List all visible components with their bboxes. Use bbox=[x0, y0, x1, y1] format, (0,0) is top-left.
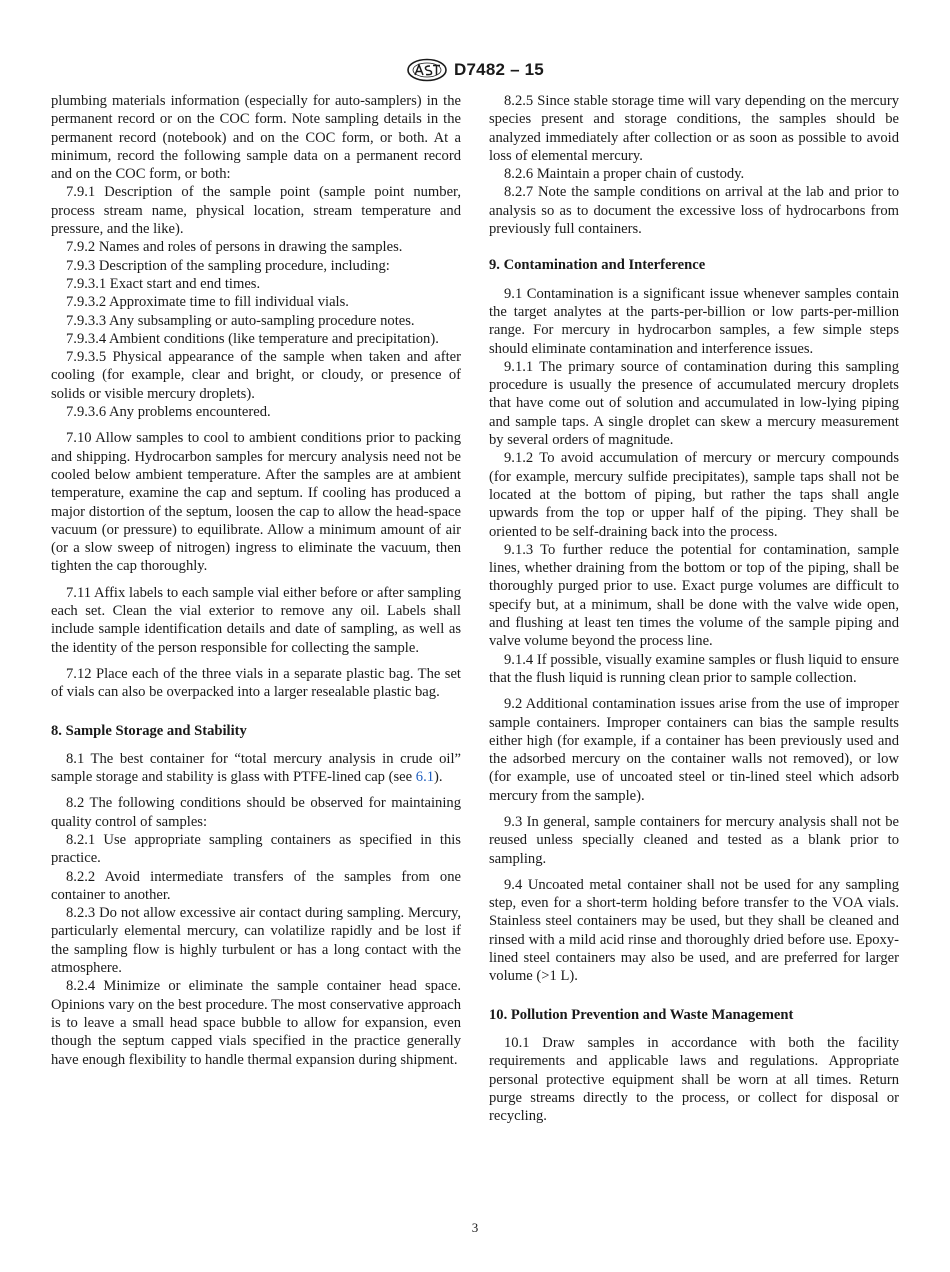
paragraph-7-9-1: 7.9.1 Description of the sample point (sample point number, process stream name, physical location, stream temperature and pressure, and the like). bbox=[51, 184, 461, 238]
paragraph-8-2: 8.2 The following conditions should be observed for maintaining quality control of samples: bbox=[51, 795, 461, 830]
paragraph-7-9-3-3: 7.9.3.3 Any subsampling or auto-sampling procedure notes. bbox=[66, 312, 415, 329]
paragraph-9-1-1: 9.1.1 The primary source of contamination during this sampling procedure is usually the presence of accumulated mercury droplets that have come out of solution and accumulated in low-lying piping and sample taps. A single droplet can skew a mercury measurement by several orders of magnitude. bbox=[489, 358, 899, 449]
paragraph-7-9-3-5: 7.9.3.5 Physical appearance of the sample when taken and after cooling (for example, clear and bright, or cloudy, or presence of solids or visible mercury droplets). bbox=[51, 349, 461, 402]
page-header bbox=[0, 56, 950, 84]
paragraph-10-1: 10.1 Draw samples in accordance with both the facility requirements and applicable laws and regulations. Appropriate personal protective equipment shall be worn at all times. Return purge streams directly to the process, or collect for disposal or recycling. bbox=[489, 1034, 899, 1125]
paragraph-7-9-3-4: 7.9.3.4 Ambient conditions (like temperature and precipitation). bbox=[66, 330, 439, 347]
paragraph-8-2-3: 8.2.3 Do not allow excessive air contact during sampling. Mercury, particularly elemental mercury, can volatilize rapidly and be lost if the sampling flow is highly turbulent or has a long contact with the atmosphere. bbox=[51, 905, 461, 977]
paragraph-9-3: 9.3 In general, sample containers for mercury analysis shall not be reused unless specially cleaned and tested as a blank prior to sampling. bbox=[489, 813, 899, 867]
paragraph-7-9-3-1: 7.9.3.1 Exact start and end times. bbox=[66, 275, 261, 292]
paragraph-9-1-2: 9.1.2 To avoid accumulation of mercury or mercury compounds (for example, mercury sulfide precipitates), sample taps shall not be located at the bottom of piping, but rather the taps shall angle upwards from the top or upper half of the piping. They shall be oriented to be self-draining back into the process. bbox=[489, 450, 899, 540]
paragraph-8-2-4: 8.2.4 Minimize or eliminate the sample container head space. Opinions vary on the best procedure. The most conservative approach is to leave a small head space bubble to allow for expansion, even though the septum capped vials specified in the practice generally have enough flexibility to handle thermal expansion during shipment. bbox=[51, 978, 461, 1068]
paragraph-7-12: 7.12 Place each of the three vials in a separate plastic bag. The set of vials can also be overpacked into a larger resealable plastic bag. bbox=[51, 665, 461, 701]
paragraph-7-11: 7.11 Affix labels to each sample vial either before or after sampling each set. Clean the vial exterior to remove any oil. Labels shall include sample identification details and date of sampling, as well as the identity of the person responsible for collecting the sample. bbox=[51, 584, 461, 656]
left-column bbox=[51, 92, 461, 1069]
paragraph-9-1: 9.1 Contamination is a significant issue whenever samples contain the target analytes at the parts-per-billion or low parts-per-million range. For mercury in hydrocarbon samples, a few simple steps should eliminate contamination and interference issues. bbox=[489, 285, 899, 357]
paragraph-7-9-3: 7.9.3 Description of the sampling procedure, including: bbox=[66, 257, 390, 274]
paragraph-8-2-1: 8.2.1 Use appropriate sampling containers as specified in this practice. bbox=[51, 831, 461, 867]
paragraph-9-1-3: 9.1.3 To further reduce the potential for contamination, sample lines, whether draining from the bottom or top of the piping, shall be thoroughly purged prior to use. Exact purge volumes are difficult to specify but, at a minimum, shall be done with the valve wide open, and flushing at least ten times the volume of the sample piping and valve volume beyond the process line. bbox=[489, 541, 899, 650]
paragraph-9-2: 9.2 Additional contamination issues arise from the use of improper sample containers. Improper containers can bias the sample results either high (for example, if a container has been previously used and the adsorbed mercury on the container walls not removed), or low (for example, use of uncoated steel or tin-lined steel which adsorb mercury from the sample). bbox=[489, 696, 899, 804]
section-heading-8: 8. Sample Storage and Stability bbox=[51, 722, 247, 739]
paragraph-8-1-text: 8.1 The best container for “total mercury analysis in crude oil” sample storage and stability is glass with PTFE-lined cap (see bbox=[51, 750, 461, 786]
paragraph-8-2-5: 8.2.5 Since stable storage time will vary depending on the mercury species present and storage conditions, the samples should be analyzed immediately after collection or as soon as possible to avoid loss of elemental mercury. bbox=[489, 93, 899, 164]
paragraph-8-1-end: ). bbox=[434, 769, 443, 786]
reference-link-6-1[interactable]: 6.1 bbox=[415, 769, 435, 786]
paragraph-7-9-3-6: 7.9.3.6 Any problems encountered. bbox=[66, 404, 271, 421]
paragraph-7-10: 7.10 Allow samples to cool to ambient conditions prior to packing and shipping. Hydrocarbon samples for mercury analysis need not be cooled below ambient temperature. After the samples are at ambient temperature, examine the cap and septum. If cooling has produced a major distortion of the septum, loosen the cap to allow the head-space vacuum (or pressure) to equilibrate. Allow a minimum amount of air (or a slow sweep of nitrogen) ingress to eliminate the vacuum, then tighten the cap thoroughly. bbox=[51, 430, 461, 575]
section-heading-9: 9. Contamination and Interference bbox=[489, 257, 706, 274]
document-designation: D7482 – 15 bbox=[454, 60, 544, 79]
paragraph-7-9-continuation: plumbing materials information (especially for auto-samplers) in the permanent record or on the COC form. Note sampling details in the permanent record (notebook) and on the COC form, or both. At a minimum, record the following sample data on a permanent record and on the COC form, or both: bbox=[51, 93, 461, 183]
paragraph-7-9-3-2: 7.9.3.2 Approximate time to fill individual vials. bbox=[66, 294, 349, 311]
paragraph-8-2-7: 8.2.7 Note the sample conditions on arrival at the lab and prior to analysis so as to document the excessive loss of hydrocarbons from previously full containers. bbox=[489, 184, 899, 238]
paragraph-9-1-4: 9.1.4 If possible, visually examine samples or flush liquid to ensure that the flush liquid is running clean prior to sample collection. bbox=[489, 651, 899, 686]
paragraph-8-1 bbox=[51, 750, 461, 787]
section-heading-10: 10. Pollution Prevention and Waste Management bbox=[489, 1006, 794, 1023]
right-column bbox=[489, 92, 899, 1125]
paragraph-8-2-2: 8.2.2 Avoid intermediate transfers of the samples from one container to another. bbox=[51, 868, 461, 903]
paragraph-9-4: 9.4 Uncoated metal container shall not be used for any sampling step, even for a short-term holding before transfer to the VOA vials. Stainless steel containers may be used, but they shall be cleaned and rinsed with a mild acid rinse and thoroughly dried before use. Epoxy-lined steel containers may also be used, and are preferred for larger volume (>1 L). bbox=[489, 876, 899, 985]
astm-logo-icon bbox=[406, 58, 448, 82]
paragraph-7-9-2: 7.9.2 Names and roles of persons in drawing the samples. bbox=[66, 239, 403, 256]
page-number: 3 bbox=[471, 1220, 479, 1235]
paragraph-8-2-6: 8.2.6 Maintain a proper chain of custody. bbox=[504, 166, 745, 183]
